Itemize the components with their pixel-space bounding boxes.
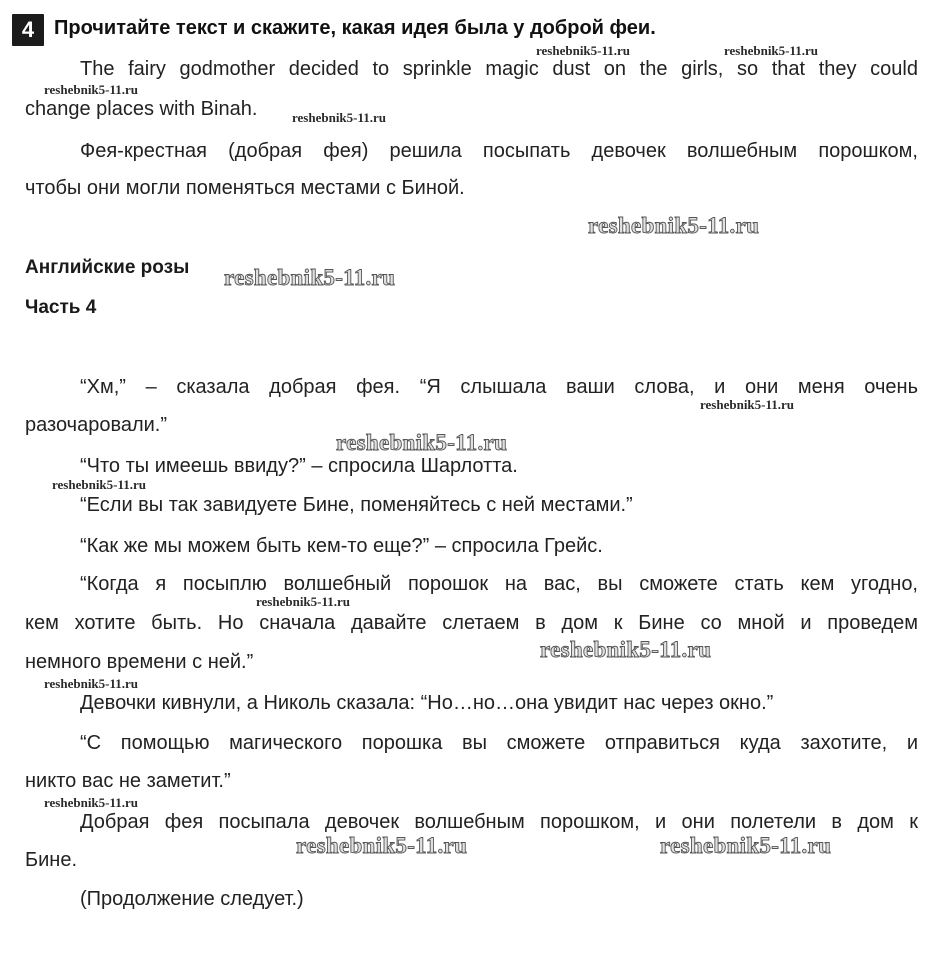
task-number-badge: 4 xyxy=(12,14,44,46)
watermark-large: reshebnik5-11.ru xyxy=(540,637,712,662)
story-line: разочаровали.” xyxy=(25,414,168,436)
watermark-small: reshebnik5-11.ru xyxy=(52,477,147,492)
story-line: “Если вы так завидуете Бине, поменяйтесь с ней местами.” xyxy=(80,494,633,516)
answer-english-line-1: The fairy godmother decided to sprinkle magic dust on the girls, so that they could xyxy=(80,58,918,80)
answer-russian-line-2: чтобы они могли поменяться местами с Биной. xyxy=(25,177,465,199)
watermark-small: reshebnik5-11.ru xyxy=(292,110,387,125)
watermark-small: reshebnik5-11.ru xyxy=(44,82,139,97)
watermark-small: reshebnik5-11.ru xyxy=(700,397,795,412)
watermark-large: reshebnik5-11.ru xyxy=(336,430,508,455)
story-line: никто вас не заметит.” xyxy=(25,770,231,792)
watermark-large: reshebnik5-11.ru xyxy=(588,213,760,238)
watermark-small: reshebnik5-11.ru xyxy=(724,43,819,58)
watermark-small: reshebnik5-11.ru xyxy=(44,676,139,691)
story-line: Бине. xyxy=(25,849,78,871)
watermark-small: reshebnik5-11.ru xyxy=(256,594,351,609)
answer-english-line-2: change places with Binah. xyxy=(25,98,258,120)
story-line: Девочки кивнули, а Николь сказала: “Но…но…она увидит нас через окно.” xyxy=(80,692,774,714)
story-line: “С помощью магического порошка вы сможете отправиться куда захотите, и xyxy=(80,732,918,754)
story-line: (Продолжение следует.) xyxy=(80,888,304,910)
story-line: “Как же мы можем быть кем-то еще?” – спросила Грейс. xyxy=(80,535,603,557)
watermark-small: reshebnik5-11.ru xyxy=(44,795,139,810)
answer-russian-line-1: Фея-крестная (добрая фея) решила посыпать девочек волшебным порошком, xyxy=(80,140,918,162)
story-line: “Хм,” – сказала добрая фея. “Я слышала ваши слова, и они меня очень xyxy=(80,376,918,398)
story-line: “Когда я посыплю волшебный порошок на вас, вы сможете стать кем угодно, xyxy=(80,573,918,595)
story-line: кем хотите быть. Но сначала давайте слетаем в дом к Бине со мной и проведем xyxy=(25,612,918,634)
story-line: “Что ты имеешь ввиду?” – спросила Шарлотта. xyxy=(80,455,518,477)
story-part: Часть 4 xyxy=(25,297,97,318)
watermark-large: reshebnik5-11.ru xyxy=(660,833,832,858)
story-line: Добрая фея посыпала девочек волшебным порошком, и они полетели в дом к xyxy=(80,811,918,833)
watermark-small: reshebnik5-11.ru xyxy=(536,43,631,58)
watermark-large: reshebnik5-11.ru xyxy=(296,833,468,858)
watermark-large: reshebnik5-11.ru xyxy=(224,265,396,290)
story-line: немного времени с ней.” xyxy=(25,651,254,673)
story-title: Английские розы xyxy=(25,257,190,278)
task-instruction: Прочитайте текст и скажите, какая идея была у доброй феи. xyxy=(54,17,656,39)
